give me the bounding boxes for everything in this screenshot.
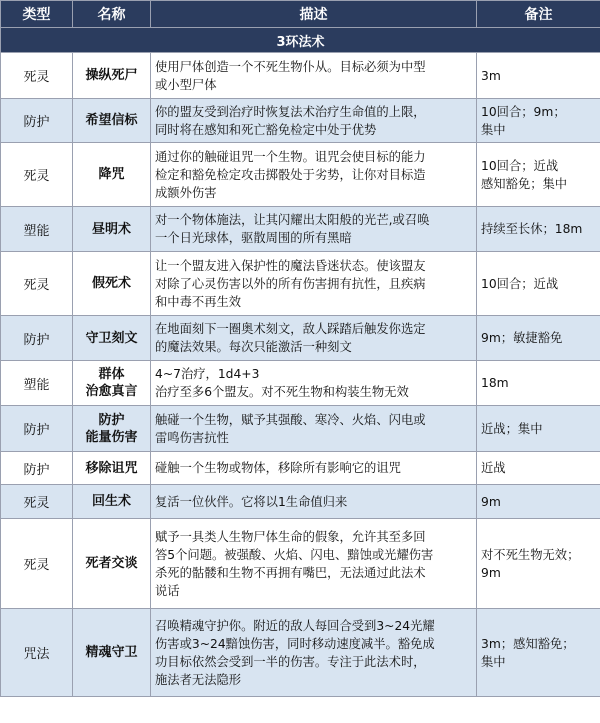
text-line: 能量伤害 [85, 429, 138, 445]
spell-notes [477, 99, 600, 143]
text-line: 触碰一个生物，赋予其强酸、寒冷、火焰、闪电或 [155, 412, 426, 427]
text-line: 功目标依然会受到一半的伤害。专注于此法术时， [155, 654, 426, 669]
table-row [1, 207, 600, 252]
text-line: 昼明术 [91, 221, 131, 237]
text-line: 通过你的触碰诅咒一个生物。诅咒会使目标的能力 [155, 149, 426, 164]
spell-description [151, 99, 477, 143]
spell-name [73, 99, 151, 143]
spell-name [73, 452, 151, 485]
section-row [1, 28, 600, 53]
spell-name [73, 143, 151, 207]
text-line: 碰触一个生物或物体，移除所有影响它的诅咒 [155, 461, 401, 475]
table-row [1, 99, 600, 143]
spell-notes [477, 53, 600, 99]
text-line: 守卫刻文 [85, 330, 138, 346]
spell-school: 死灵 [1, 252, 73, 316]
header-type: 类型 [1, 1, 73, 28]
text-line: 对一个物体施法，让其闪耀出太阳般的光芒,或召唤 [155, 213, 430, 227]
spell-notes [477, 143, 600, 207]
text-line: 召唤精魂守护你。附近的敌人每回合受到3~24光耀 [155, 618, 435, 633]
text-line: 9m [481, 565, 501, 580]
text-line: 持续至长休；18m [481, 222, 583, 236]
text-line: 让一个盟友进入保护性的魔法昏迷状态。使该盟友 [155, 258, 426, 273]
table-row [1, 406, 600, 452]
text-line: 3m [481, 68, 501, 83]
table-row [1, 252, 600, 316]
text-line: 感知豁免；集中 [481, 176, 568, 191]
text-line: 治疗至多6个盟友。对不死生物和构装生物无效 [155, 385, 409, 399]
text-line: 4~7治疗，1d4+3 [155, 367, 260, 381]
spell-description [151, 252, 477, 316]
spell-notes [477, 406, 600, 452]
text-line: 降咒 [98, 167, 125, 182]
text-line: 说话 [155, 583, 180, 598]
text-line: 希望信标 [85, 113, 138, 128]
spell-description [151, 485, 477, 519]
spell-description [151, 519, 477, 609]
spell-description [151, 316, 477, 361]
text-line: 近战；集中 [481, 421, 543, 436]
text-line: 伤害或3~24黯蚀伤害，同时移动速度减半。豁免成 [155, 636, 435, 651]
spell-notes [477, 316, 600, 361]
spell-school: 塑能 [1, 361, 73, 406]
text-line: 雷鸣伤害抗性 [155, 430, 229, 445]
spell-notes [477, 207, 600, 252]
text-line: 防护 [98, 412, 125, 428]
text-line: 假死术 [91, 276, 131, 291]
text-line: 成额外伤害 [155, 185, 217, 200]
section-title: 3环法术 [1, 28, 600, 53]
spell-description [151, 53, 477, 99]
text-line: 的魔法效果。每次只能激活一种刻文 [155, 340, 352, 354]
text-line: 对除了心灵伤害以外的所有伤害拥有抗性，且疾病 [155, 276, 426, 291]
text-line: 回生术 [91, 494, 131, 509]
table-row [1, 361, 600, 406]
text-line: 赋予一具类人生物尸体生命的假象，允许其至多回 [155, 529, 426, 544]
text-line: 群体 [98, 367, 125, 382]
spell-school: 塑能 [1, 207, 73, 252]
spell-name [73, 485, 151, 519]
text-line: 死者交谈 [85, 556, 138, 571]
spell-name [73, 252, 151, 316]
text-line: 治愈真言 [85, 384, 138, 399]
spell-school: 防护 [1, 452, 73, 485]
spell-school: 防护 [1, 316, 73, 361]
spell-school: 咒法 [1, 609, 73, 697]
spell-name [73, 406, 151, 452]
spell-name [73, 361, 151, 406]
spell-name [73, 519, 151, 609]
text-line: 集中 [481, 122, 506, 137]
text-line: 检定和豁免检定攻击掷骰处于劣势，让你对目标造 [155, 167, 426, 182]
text-line: 18m [481, 376, 509, 390]
table-row [1, 485, 600, 519]
spell-school: 死灵 [1, 143, 73, 207]
spell-school: 防护 [1, 99, 73, 143]
table-row [1, 519, 600, 609]
text-line: 集中 [481, 654, 506, 669]
text-line: 杀死的骷髅和生物不再拥有嘴巴，无法通过此法术 [155, 565, 426, 580]
spell-description [151, 609, 477, 697]
text-line: 移除诅咒 [85, 460, 138, 476]
table-row [1, 316, 600, 361]
text-line: 9m；敏捷豁免 [481, 331, 563, 345]
text-line: 同时将在感知和死亡豁免检定中处于优势 [155, 122, 377, 137]
text-line: 和中毒不再生效 [155, 294, 242, 309]
spell-notes [477, 361, 600, 406]
spell-notes [477, 452, 600, 485]
text-line: 或小型尸体 [155, 77, 217, 92]
text-line: 操纵死尸 [85, 68, 138, 83]
spell-notes [477, 252, 600, 316]
spell-description [151, 361, 477, 406]
header-name: 名称 [73, 1, 151, 28]
table-row [1, 53, 600, 99]
text-line: 一个日光球体，驱散周围的所有黑暗 [155, 231, 352, 245]
spell-description [151, 143, 477, 207]
spell-school: 死灵 [1, 485, 73, 519]
text-line: 答5个问题。被强酸、火焰、闪电、黯蚀或光耀伤害 [155, 547, 434, 562]
text-line: 对不死生物无效； [481, 547, 580, 562]
table-row [1, 143, 600, 207]
spell-name [73, 53, 151, 99]
text-line: 10回合；近战 [481, 158, 559, 173]
text-line: 9m [481, 494, 501, 509]
text-line: 施法者无法隐形 [155, 672, 242, 687]
spell-school: 死灵 [1, 53, 73, 99]
text-line: 在地面刻下一圈奥术刻文，敌人踩踏后触发你选定 [155, 322, 426, 336]
spell-name [73, 207, 151, 252]
spell-description [151, 207, 477, 252]
text-line: 10回合；9m； [481, 104, 566, 119]
spell-school: 死灵 [1, 519, 73, 609]
text-line: 精魂守卫 [85, 645, 138, 660]
header-note: 备注 [477, 1, 600, 28]
header-row [1, 1, 600, 28]
text-line: 复活一位伙伴。它将以1生命值归来 [155, 494, 348, 509]
table-row [1, 452, 600, 485]
spell-notes [477, 485, 600, 519]
spell-name [73, 609, 151, 697]
table-row [1, 609, 600, 697]
spell-notes [477, 609, 600, 697]
text-line: 近战 [481, 461, 506, 475]
spell-notes [477, 519, 600, 609]
spell-school: 防护 [1, 406, 73, 452]
text-line: 10回合；近战 [481, 276, 559, 291]
text-line: 3m；感知豁免； [481, 636, 575, 651]
text-line: 你的盟友受到治疗时恢复法术治疗生命值的上限， [155, 104, 426, 119]
spell-description [151, 406, 477, 452]
text-line: 使用尸体创造一个不死生物仆从。目标必须为中型 [155, 59, 426, 74]
spell-name [73, 316, 151, 361]
spell-description [151, 452, 477, 485]
header-desc: 描述 [151, 1, 477, 28]
